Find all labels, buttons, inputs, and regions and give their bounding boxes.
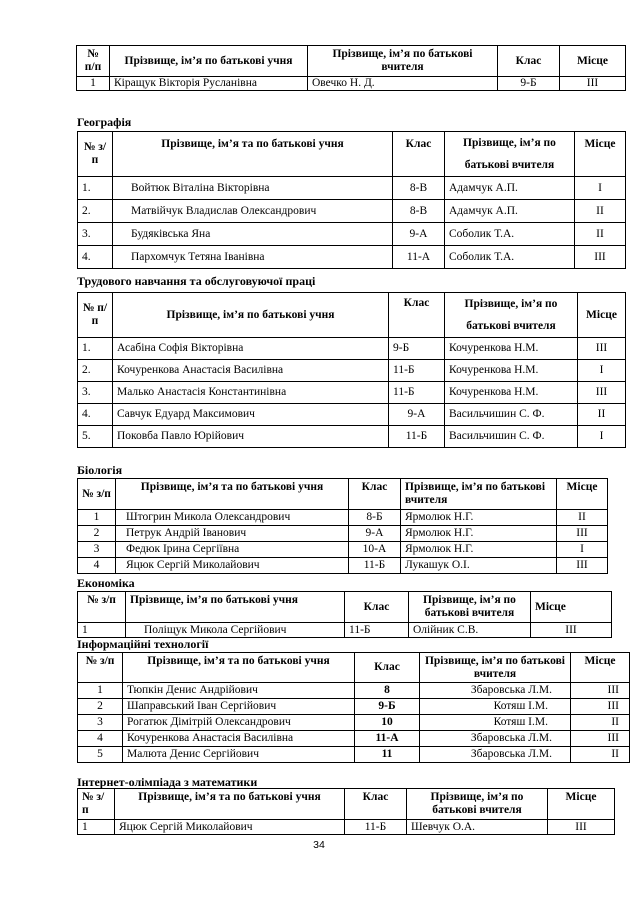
cell-student: Кочуренкова Анастасія Василівна xyxy=(123,731,355,747)
cell-place: ІІ xyxy=(575,223,626,246)
cell-place: ІІІ xyxy=(557,526,608,542)
cell-class: 11-Б xyxy=(349,558,401,574)
section-title-math-internet: Інтернет-олімпіада з математики xyxy=(77,775,258,789)
cell-student: Поліщук Микола Сергійович xyxy=(126,623,345,638)
cell-student: Тюпкін Денис Андрійович xyxy=(123,683,355,699)
cell-place: ІІ xyxy=(557,510,608,526)
cell-class: 8-Б xyxy=(349,510,401,526)
cell-place: ІІІ xyxy=(578,338,626,360)
table-row xyxy=(78,558,608,574)
cell-number: 5. xyxy=(78,426,113,448)
table-row xyxy=(78,200,626,223)
cell-teacher: Ярмолюк Н.Г. xyxy=(401,510,557,526)
cell-class: 9-Б xyxy=(389,338,445,360)
table-row xyxy=(78,731,630,747)
col-header-teacher: Прізвище, ім’я по батькові вчителя xyxy=(445,293,578,338)
col-header-number: № з/п xyxy=(78,653,123,683)
col-header-student: Прізвище, ім’я та по батькові учня xyxy=(115,789,345,820)
cell-place: І xyxy=(575,177,626,200)
cell-student: Малюта Денис Сергійович xyxy=(123,747,355,763)
col-header-class: Клас xyxy=(349,479,401,510)
cell-number: 3. xyxy=(78,382,113,404)
section-title-geography: Географія xyxy=(77,115,132,129)
cell-class: 8-В xyxy=(393,200,445,223)
cell-class: 10 xyxy=(355,715,420,731)
results-table-labor xyxy=(77,292,626,448)
cell-teacher: Ярмолюк Н.Г. xyxy=(401,526,557,542)
col-header-number: № з/п xyxy=(78,479,116,510)
cell-place: ІІ xyxy=(571,715,630,731)
cell-student: Петрук Андрій Іванович xyxy=(116,526,349,542)
cell-place: ІІІ xyxy=(578,382,626,404)
cell-number: 3 xyxy=(78,715,123,731)
cell-place: ІІІ xyxy=(548,820,615,835)
cell-number: 4. xyxy=(78,246,113,269)
cell-place: ІІІ xyxy=(571,699,630,715)
cell-number: 1 xyxy=(78,623,126,638)
col-header-teacher: Прізвище, ім’я по батькові вчителя xyxy=(445,132,575,177)
cell-number: 1. xyxy=(78,177,113,200)
col-header-place: Місце xyxy=(560,46,626,77)
cell-class: 9-А xyxy=(389,404,445,426)
cell-number: 1 xyxy=(78,683,123,699)
cell-teacher: Шевчук О.А. xyxy=(407,820,548,835)
cell-student: Поковба Павло Юрійович xyxy=(113,426,389,448)
cell-teacher: Збаровська Л.М. xyxy=(420,731,571,747)
results-table-math-internet xyxy=(77,788,615,835)
cell-teacher: Збаровська Л.М. xyxy=(420,683,571,699)
table-row xyxy=(78,542,608,558)
cell-student: Кіращук Вікторія Русланівна xyxy=(110,77,308,91)
cell-student: Будяківська Яна xyxy=(113,223,393,246)
cell-student: Войтюк Віталіна Вікторівна xyxy=(113,177,393,200)
col-header-student: Прізвище, ім’я та по батькові учня xyxy=(113,132,393,177)
cell-place: ІІІ xyxy=(560,77,626,91)
section-title-economics: Економіка xyxy=(77,576,135,590)
cell-number: 2. xyxy=(78,360,113,382)
col-header-teacher: Прізвище, ім’я по батькові вчителя xyxy=(401,479,557,510)
cell-class: 8-В xyxy=(393,177,445,200)
col-header-student: Прізвище, ім’я та по батькові учня xyxy=(123,653,355,683)
cell-teacher: Котяш І.М. xyxy=(420,699,571,715)
col-header-class: Клас xyxy=(389,293,445,338)
col-header-number: № з/п xyxy=(78,789,115,820)
cell-teacher: Котяш І.М. xyxy=(420,715,571,731)
col-header-place: Місце xyxy=(578,293,626,338)
results-table-biology xyxy=(77,478,608,574)
table-row xyxy=(78,699,630,715)
cell-place: ІІ xyxy=(578,404,626,426)
cell-teacher: Адамчук А.П. xyxy=(445,200,575,223)
table-row xyxy=(78,382,626,404)
cell-student: Матвійчук Владислав Олександрович xyxy=(113,200,393,223)
col-header-class: Клас xyxy=(498,46,560,77)
cell-place: І xyxy=(578,360,626,382)
col-header-class: Клас xyxy=(345,592,409,623)
cell-teacher: Овечко Н. Д. xyxy=(308,77,498,91)
cell-class: 11-Б xyxy=(345,820,407,835)
page-number: 34 xyxy=(313,839,325,851)
cell-class: 11-Б xyxy=(389,382,445,404)
col-header-number: № п/п xyxy=(78,293,113,338)
cell-class: 11-Б xyxy=(389,426,445,448)
results-table-top xyxy=(76,45,626,91)
cell-student: Пархомчук Тетяна Іванівна xyxy=(113,246,393,269)
cell-class: 9-А xyxy=(349,526,401,542)
cell-teacher: Васильчишин С. Ф. xyxy=(445,426,578,448)
cell-number: 2 xyxy=(78,526,116,542)
table-row xyxy=(78,510,608,526)
cell-teacher: Соболик Т.А. xyxy=(445,246,575,269)
cell-place: ІІІ xyxy=(575,246,626,269)
table-row xyxy=(78,715,630,731)
col-header-student: Прізвище, ім’я по батькові учня xyxy=(126,592,345,623)
col-header-class: Клас xyxy=(355,653,420,683)
section-title-labor: Трудового навчання та обслуговуючої праці xyxy=(77,274,316,288)
col-header-student: Прізвище, ім’я по батькові учня xyxy=(110,46,308,77)
cell-number: 1 xyxy=(78,510,116,526)
cell-number: 4 xyxy=(78,731,123,747)
cell-place: ІІІ xyxy=(571,683,630,699)
col-header-number: № з/п xyxy=(78,592,126,623)
cell-teacher: Лукашук О.І. xyxy=(401,558,557,574)
col-header-place: Місце xyxy=(557,479,608,510)
table-row xyxy=(78,223,626,246)
table-row xyxy=(78,683,630,699)
col-header-place: Місце xyxy=(548,789,615,820)
cell-teacher: Кочуренкова Н.М. xyxy=(445,382,578,404)
results-table-geography xyxy=(77,131,626,269)
cell-class: 9-А xyxy=(393,223,445,246)
cell-teacher: Соболик Т.А. xyxy=(445,223,575,246)
col-header-number: № з/п xyxy=(78,132,113,177)
col-header-place: Місце xyxy=(571,653,630,683)
cell-student: Асабіна Софія Вікторівна xyxy=(113,338,389,360)
cell-student: Малько Анастасія Константинівна xyxy=(113,382,389,404)
table-row xyxy=(78,747,630,763)
cell-class: 9-Б xyxy=(355,699,420,715)
table-row xyxy=(78,820,615,835)
table-row xyxy=(78,526,608,542)
table-row xyxy=(78,360,626,382)
table-row xyxy=(78,338,626,360)
cell-number: 4. xyxy=(78,404,113,426)
cell-number: 5 xyxy=(78,747,123,763)
col-header-student: Прізвище, ім’я та по батькові учня xyxy=(116,479,349,510)
col-header-teacher: Прізвище, ім’я по батькові вчителя xyxy=(407,789,548,820)
cell-place: ІІ xyxy=(575,200,626,223)
col-header-number: № п/п xyxy=(77,46,110,77)
cell-teacher: Васильчишин С. Ф. xyxy=(445,404,578,426)
cell-student: Шаправський Іван Сергійович xyxy=(123,699,355,715)
col-header-teacher: Прізвище, ім’я по батькові вчителя xyxy=(409,592,531,623)
table-row xyxy=(78,246,626,269)
table-row xyxy=(78,177,626,200)
cell-number: 3. xyxy=(78,223,113,246)
cell-number: 3 xyxy=(78,542,116,558)
cell-class: 9-Б xyxy=(498,77,560,91)
col-header-student: Прізвище, ім’я по батькові учня xyxy=(113,293,389,338)
col-header-place: Місце xyxy=(575,132,626,177)
table-row xyxy=(78,426,626,448)
cell-teacher: Кочуренкова Н.М. xyxy=(445,360,578,382)
cell-student: Яцюк Сергій Миколайович xyxy=(115,820,345,835)
section-title-it: Інформаційні технології xyxy=(77,637,209,651)
cell-number: 2. xyxy=(78,200,113,223)
cell-teacher: Кочуренкова Н.М. xyxy=(445,338,578,360)
cell-student: Кочуренкова Анастасія Василівна xyxy=(113,360,389,382)
cell-class: 11-А xyxy=(393,246,445,269)
col-header-place: Місце xyxy=(531,592,612,623)
cell-number: 1 xyxy=(77,77,110,91)
cell-class: 10-А xyxy=(349,542,401,558)
cell-place: ІІІ xyxy=(557,558,608,574)
table-row xyxy=(78,623,612,638)
col-header-teacher: Прізвище, ім’я по батькові вчителя xyxy=(420,653,571,683)
cell-student: Яцюк Сергій Миколайович xyxy=(116,558,349,574)
table-row xyxy=(78,404,626,426)
cell-place: ІІІ xyxy=(531,623,612,638)
cell-number: 1 xyxy=(78,820,115,835)
col-header-teacher: Прізвище, ім’я по батькові вчителя xyxy=(308,46,498,77)
cell-class: 11-Б xyxy=(345,623,409,638)
cell-place: І xyxy=(578,426,626,448)
cell-number: 4 xyxy=(78,558,116,574)
cell-student: Рогатюк Дімітрій Олександрович xyxy=(123,715,355,731)
results-table-it xyxy=(77,652,630,763)
cell-class: 11-Б xyxy=(389,360,445,382)
col-header-class: Клас xyxy=(393,132,445,177)
cell-student: Федюк Ірина Сергіївна xyxy=(116,542,349,558)
col-header-class: Клас xyxy=(345,789,407,820)
cell-place: ІІ xyxy=(571,747,630,763)
cell-place: І xyxy=(557,542,608,558)
section-title-biology: Біологія xyxy=(77,463,123,477)
cell-teacher: Адамчук А.П. xyxy=(445,177,575,200)
cell-student: Штогрин Микола Олександрович xyxy=(116,510,349,526)
cell-student: Савчук Едуард Максимович xyxy=(113,404,389,426)
cell-class: 8 xyxy=(355,683,420,699)
cell-number: 1. xyxy=(78,338,113,360)
cell-place: ІІІ xyxy=(571,731,630,747)
cell-class: 11 xyxy=(355,747,420,763)
cell-number: 2 xyxy=(78,699,123,715)
cell-class: 11-А xyxy=(355,731,420,747)
cell-teacher: Збаровська Л.М. xyxy=(420,747,571,763)
table-row xyxy=(77,77,626,91)
results-table-economics xyxy=(77,591,612,638)
cell-teacher: Ярмолюк Н.Г. xyxy=(401,542,557,558)
cell-teacher: Олійник С.В. xyxy=(409,623,531,638)
